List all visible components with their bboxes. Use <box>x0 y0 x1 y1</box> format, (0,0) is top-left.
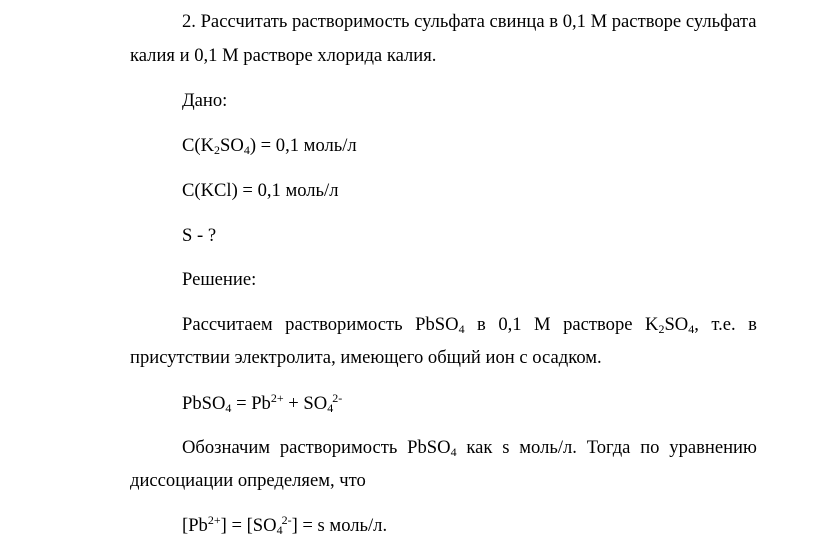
given-heading: Дано: <box>182 90 228 111</box>
dissociation-equation <box>182 393 342 415</box>
word: растворимость <box>285 314 403 335</box>
word: s <box>502 437 510 458</box>
given-c-k2so4 <box>182 135 357 157</box>
solution-para1-line2: присутствии электролита, имеющего общий ион с осадком. <box>130 347 602 368</box>
subscript: 4 <box>225 401 232 415</box>
given-c-kcl: C(KCl) = 0,1 моль/л <box>182 180 339 201</box>
formula-text: + SO <box>283 393 328 414</box>
formula-text: ) = 0,1 моль/л <box>249 135 357 156</box>
word: уравнению <box>669 437 757 458</box>
subscript: 2 <box>214 143 221 157</box>
formula-text: SO <box>220 135 244 156</box>
subscript: 4 <box>458 322 465 336</box>
superscript: 2+ <box>207 513 221 527</box>
formula-text: [Pb <box>182 515 208 536</box>
word: как <box>466 437 493 458</box>
problem-line-2: калия и 0,1 М растворе хлорида калия. <box>130 45 437 66</box>
subscript: 2 <box>658 322 665 336</box>
word: т.е. <box>711 314 736 335</box>
formula-text: SO <box>664 314 689 335</box>
superscript: 2- <box>281 513 292 527</box>
formula-k2so4 <box>645 314 699 336</box>
word: моль/л. <box>519 437 577 458</box>
word: Рассчитаем <box>182 314 273 335</box>
formula-text: PbSO <box>182 393 226 414</box>
word: в <box>748 314 757 335</box>
superscript: 2+ <box>270 391 284 405</box>
word: по <box>640 437 660 458</box>
word: растворимость <box>279 437 398 458</box>
subscript: 4 <box>450 445 457 459</box>
final-expression <box>182 515 387 537</box>
solution-heading: Решение: <box>182 269 257 290</box>
problem-line-1: 2. Рассчитать растворимость сульфата свинца в 0,1 М растворе сульфата <box>182 11 757 32</box>
formula-text: PbSO <box>407 437 451 458</box>
word: Обозначим <box>182 437 271 458</box>
solution-para2-line1 <box>182 437 757 459</box>
word: М <box>534 314 551 335</box>
formula-text: K <box>645 314 659 335</box>
subscript: 4 <box>327 401 334 415</box>
given-find: S - ? <box>182 225 217 246</box>
formula-text: PbSO <box>415 314 459 335</box>
formula-text: ] = s моль/л. <box>291 515 388 536</box>
word: 0,1 <box>498 314 522 335</box>
formula-pbso4 <box>415 314 464 336</box>
solution-para1-line1 <box>182 314 757 336</box>
word: Тогда <box>586 437 631 458</box>
subscript: 4 <box>243 143 250 157</box>
formula-pbso4 <box>407 437 456 459</box>
solution-para2-line2: диссоциации определяем, что <box>130 470 366 491</box>
word: растворе <box>563 314 633 335</box>
superscript: 2- <box>332 391 343 405</box>
formula-text: ] = [SO <box>220 515 277 536</box>
word: в <box>477 314 486 335</box>
formula-text: C(K <box>182 135 215 156</box>
subscript: 4 <box>276 523 283 537</box>
subscript: 4 <box>688 322 695 336</box>
formula-text: = Pb <box>231 393 271 414</box>
formula-text: , <box>694 314 699 335</box>
